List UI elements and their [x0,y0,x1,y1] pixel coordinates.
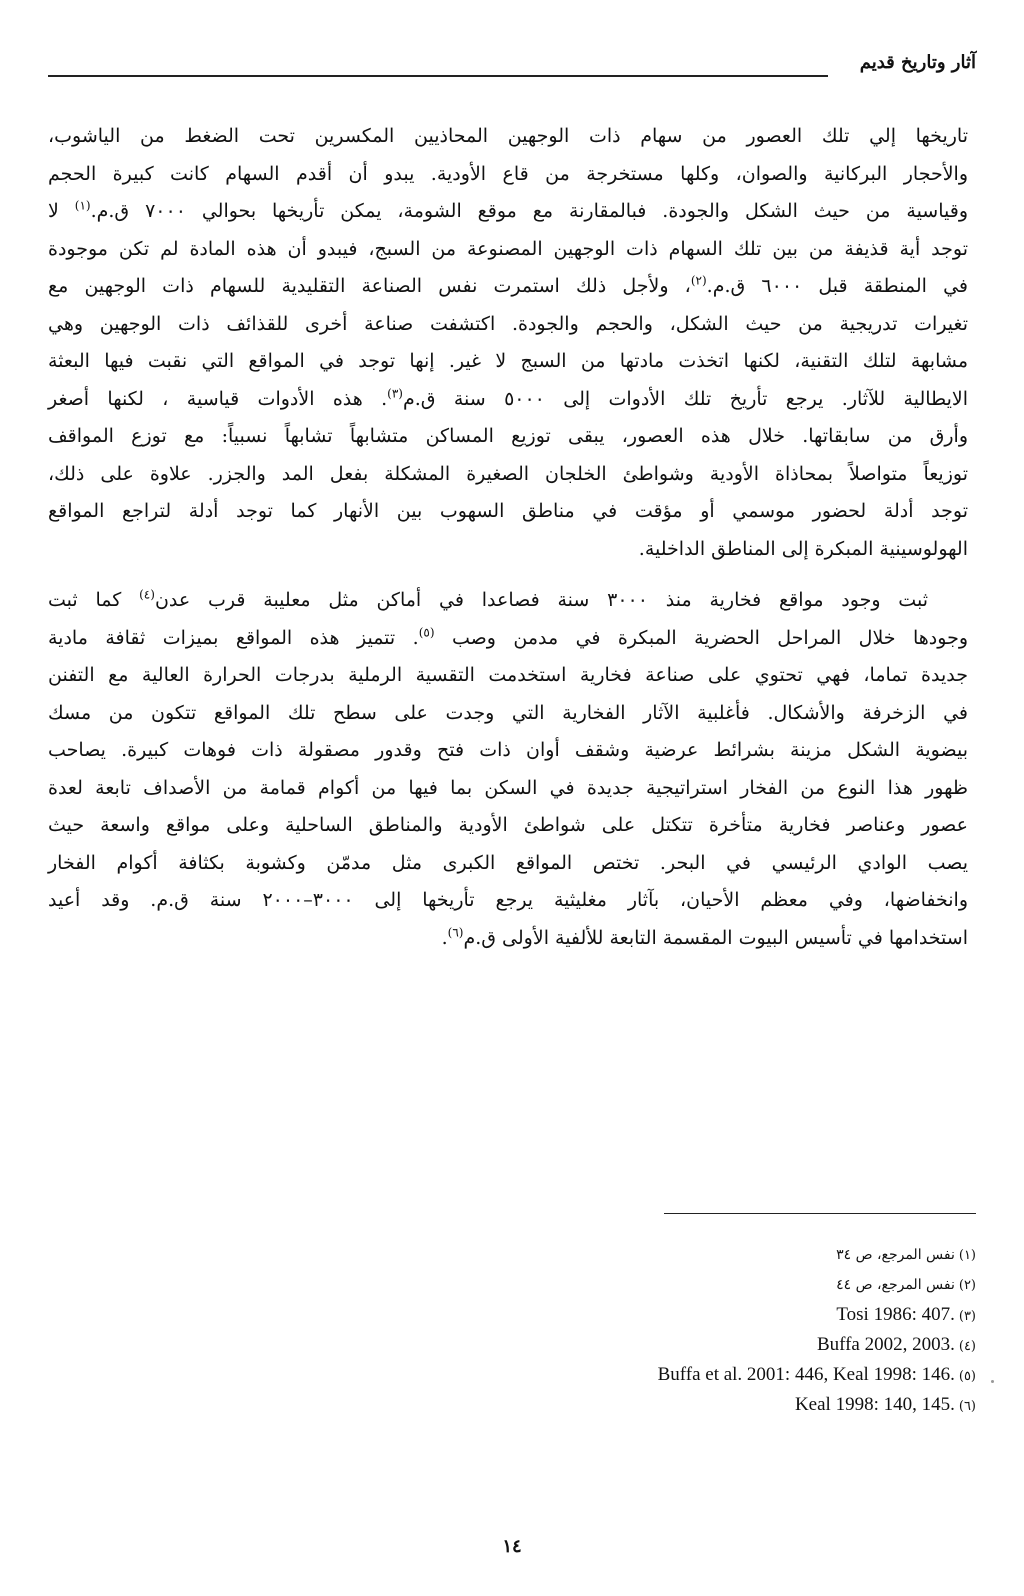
text-line: استخدامها في تأسيس البيوت المقسمة التابعة للألفية الأولى ق.م$^{(٦)}$. [441,925,968,949]
text-line: الهولوسينية المبكرة إلى المناطق الداخلية. [638,537,968,560]
footnote-3: (٣)Tosi 1986: 407. [836,1304,976,1325]
scan-speck [991,1380,994,1383]
text-line: جديدة تماما، فهي تحتوي على صناعة فخارية استخدمت التقسية الرملية بدرجات الحرارة العالية مع التفنن [48,664,968,686]
text-line: تاريخها إلي تلك العصور من سهام ذات الوجهين المحاذيين المكسرين تحت الضغط من الياشوب، [48,125,968,147]
footnote-ref-2: (٢) [690,273,707,288]
running-title: آثار وتاريخ قديم [859,52,976,73]
footnote-ref-3: (٣) [387,386,403,401]
footnote-4: (٤)Buffa 2002, 2003. [816,1334,976,1355]
text-line: في الزخرفة والأشكال. فأغلبية الآثار الفخارية التي وجدت على سطح تلك المواقع تتكون من مسك [48,701,968,724]
text-line: وجودها خلال المراحل الحضرية المبكرة في مدمن وصب $^{(٥)}$. تتميز هذه المواقع بميزات ثقافة مادية [48,625,968,649]
paragraph-1 [48,118,968,568]
footnote-ref-5: (٥) [418,625,435,640]
footnote-5: (٥)Buffa et al. 2001: 446, Keal 1998: 146. [657,1364,976,1385]
text-line: وأرق من سابقاتها. خلال هذه العصور، يبقى توزيع المساكن متشابهاً تشابهاً نسبياً: مع توزع المواقف [48,425,968,447]
footnote-1: (١)نفس المرجع، ص ٣٤ [836,1247,976,1263]
page-number: ١٤ [502,1536,522,1557]
text-line: توجد أدلة لحضور موسمي أو مؤقت في مناطق السهوب بين الأنهار كما توجد أدلة لتراجع المواقع [48,500,968,522]
text-line: ظهور هذا النوع من الفخار استراتيجية جديدة في السكن بما فيها من أكوام قمامة من الأصداف تابعة لعدة [48,776,968,799]
footnote-ref-1: (١) [74,198,91,213]
text-line: الايطالية للآثار. يرجع تأريخ تلك الأدوات إلى ٥٠٠٠ سنة ق.م$^{(٣)}$. هذه الأدوات قياسية ، لكنها أصغر [48,386,969,410]
footnote-2: (٢)نفس المرجع، ص ٤٤ [836,1277,976,1293]
header-rule [48,75,828,77]
footnote-6: (٦)Keal 1998: 140, 145. [794,1394,976,1415]
footnote-ref-4: (٤) [139,587,155,602]
text-line: عصور وعناصر فخارية متأخرة تتكتل على شواطئ الأودية والمناطق الساحلية وعلى مواقع واسعة حيث [48,814,968,836]
text-line: ثبت وجود مواقع فخارية منذ ٣٠٠٠ سنة فصاعدا في أماكن مثل معليبة قرب عدن$^{(٤)}$ كما ثبت [48,587,928,611]
text-line: مشابهة لتلك التقنية، لكنها اتخذت مادتها من السبج لا غير. إنها توجد في المواقع التي نقبت فيها البعثة [48,350,968,372]
paragraph-2 [48,582,968,957]
text-line: وانخفاضها، وفي معظم الأحيان، بآثار مغليثية يرجع تأريخها إلى ٣٠٠٠–٢٠٠٠ سنة ق.م. وقد أعيد [48,889,968,911]
text-line: توجد أية قذيفة من بين تلك السهام ذات الوجهين المصنوعة من السبج، فيبدو أن هذه المادة لم تكن موجودة [48,237,968,260]
text-line: بيضوية الشكل مزينة بشرائط عرضية وشقف أوان ذات فتح وقدور مصقولة ذات فوهات كبيرة. يصاحب [48,739,968,761]
text-line: في المنطقة قبل ٦٠٠٠ ق.م.$^{(٢)}$، ولأجل ذلك استمرت نفس الصناعة التقليدية للسهام ذات الوجهين مع [48,273,968,297]
text-line: والأحجار البركانية والصوان، وكلها مستخرجة من قاع الأودية. يبدو أن أقدم السهام كانت كبيرة الحجم [48,162,968,185]
footnote-ref-6: (٦) [447,925,464,940]
footnotes [376,1240,976,1420]
body-text [48,118,968,971]
text-line: تغيرات تدريجية من حيث الشكل، والحجم والجودة. اكتشفت صناعة أخرى للقذائف ذات الوجهين وهي [48,312,968,335]
footnote-rule [664,1213,976,1214]
text-line: توزيعاً متواصلاً بمحاذاة الأودية وشواطئ الخلجان الصغيرة المشكلة بفعل المد والجزر. علاوة على ذلك، [48,462,968,485]
text-line: وقياسية من حيث الشكل والجودة. فبالمقارنة مع موقع الشومة، يمكن تأريخها بحوالي ٧٠٠٠ ق.م.$^{(١)}$ لا [48,198,969,222]
text-line: يصب الوادي الرئيسي في البحر. تختص المواقع الكبرى مثل مدمّن وكشوبة بكثافة أكوام الفخار [48,851,968,874]
